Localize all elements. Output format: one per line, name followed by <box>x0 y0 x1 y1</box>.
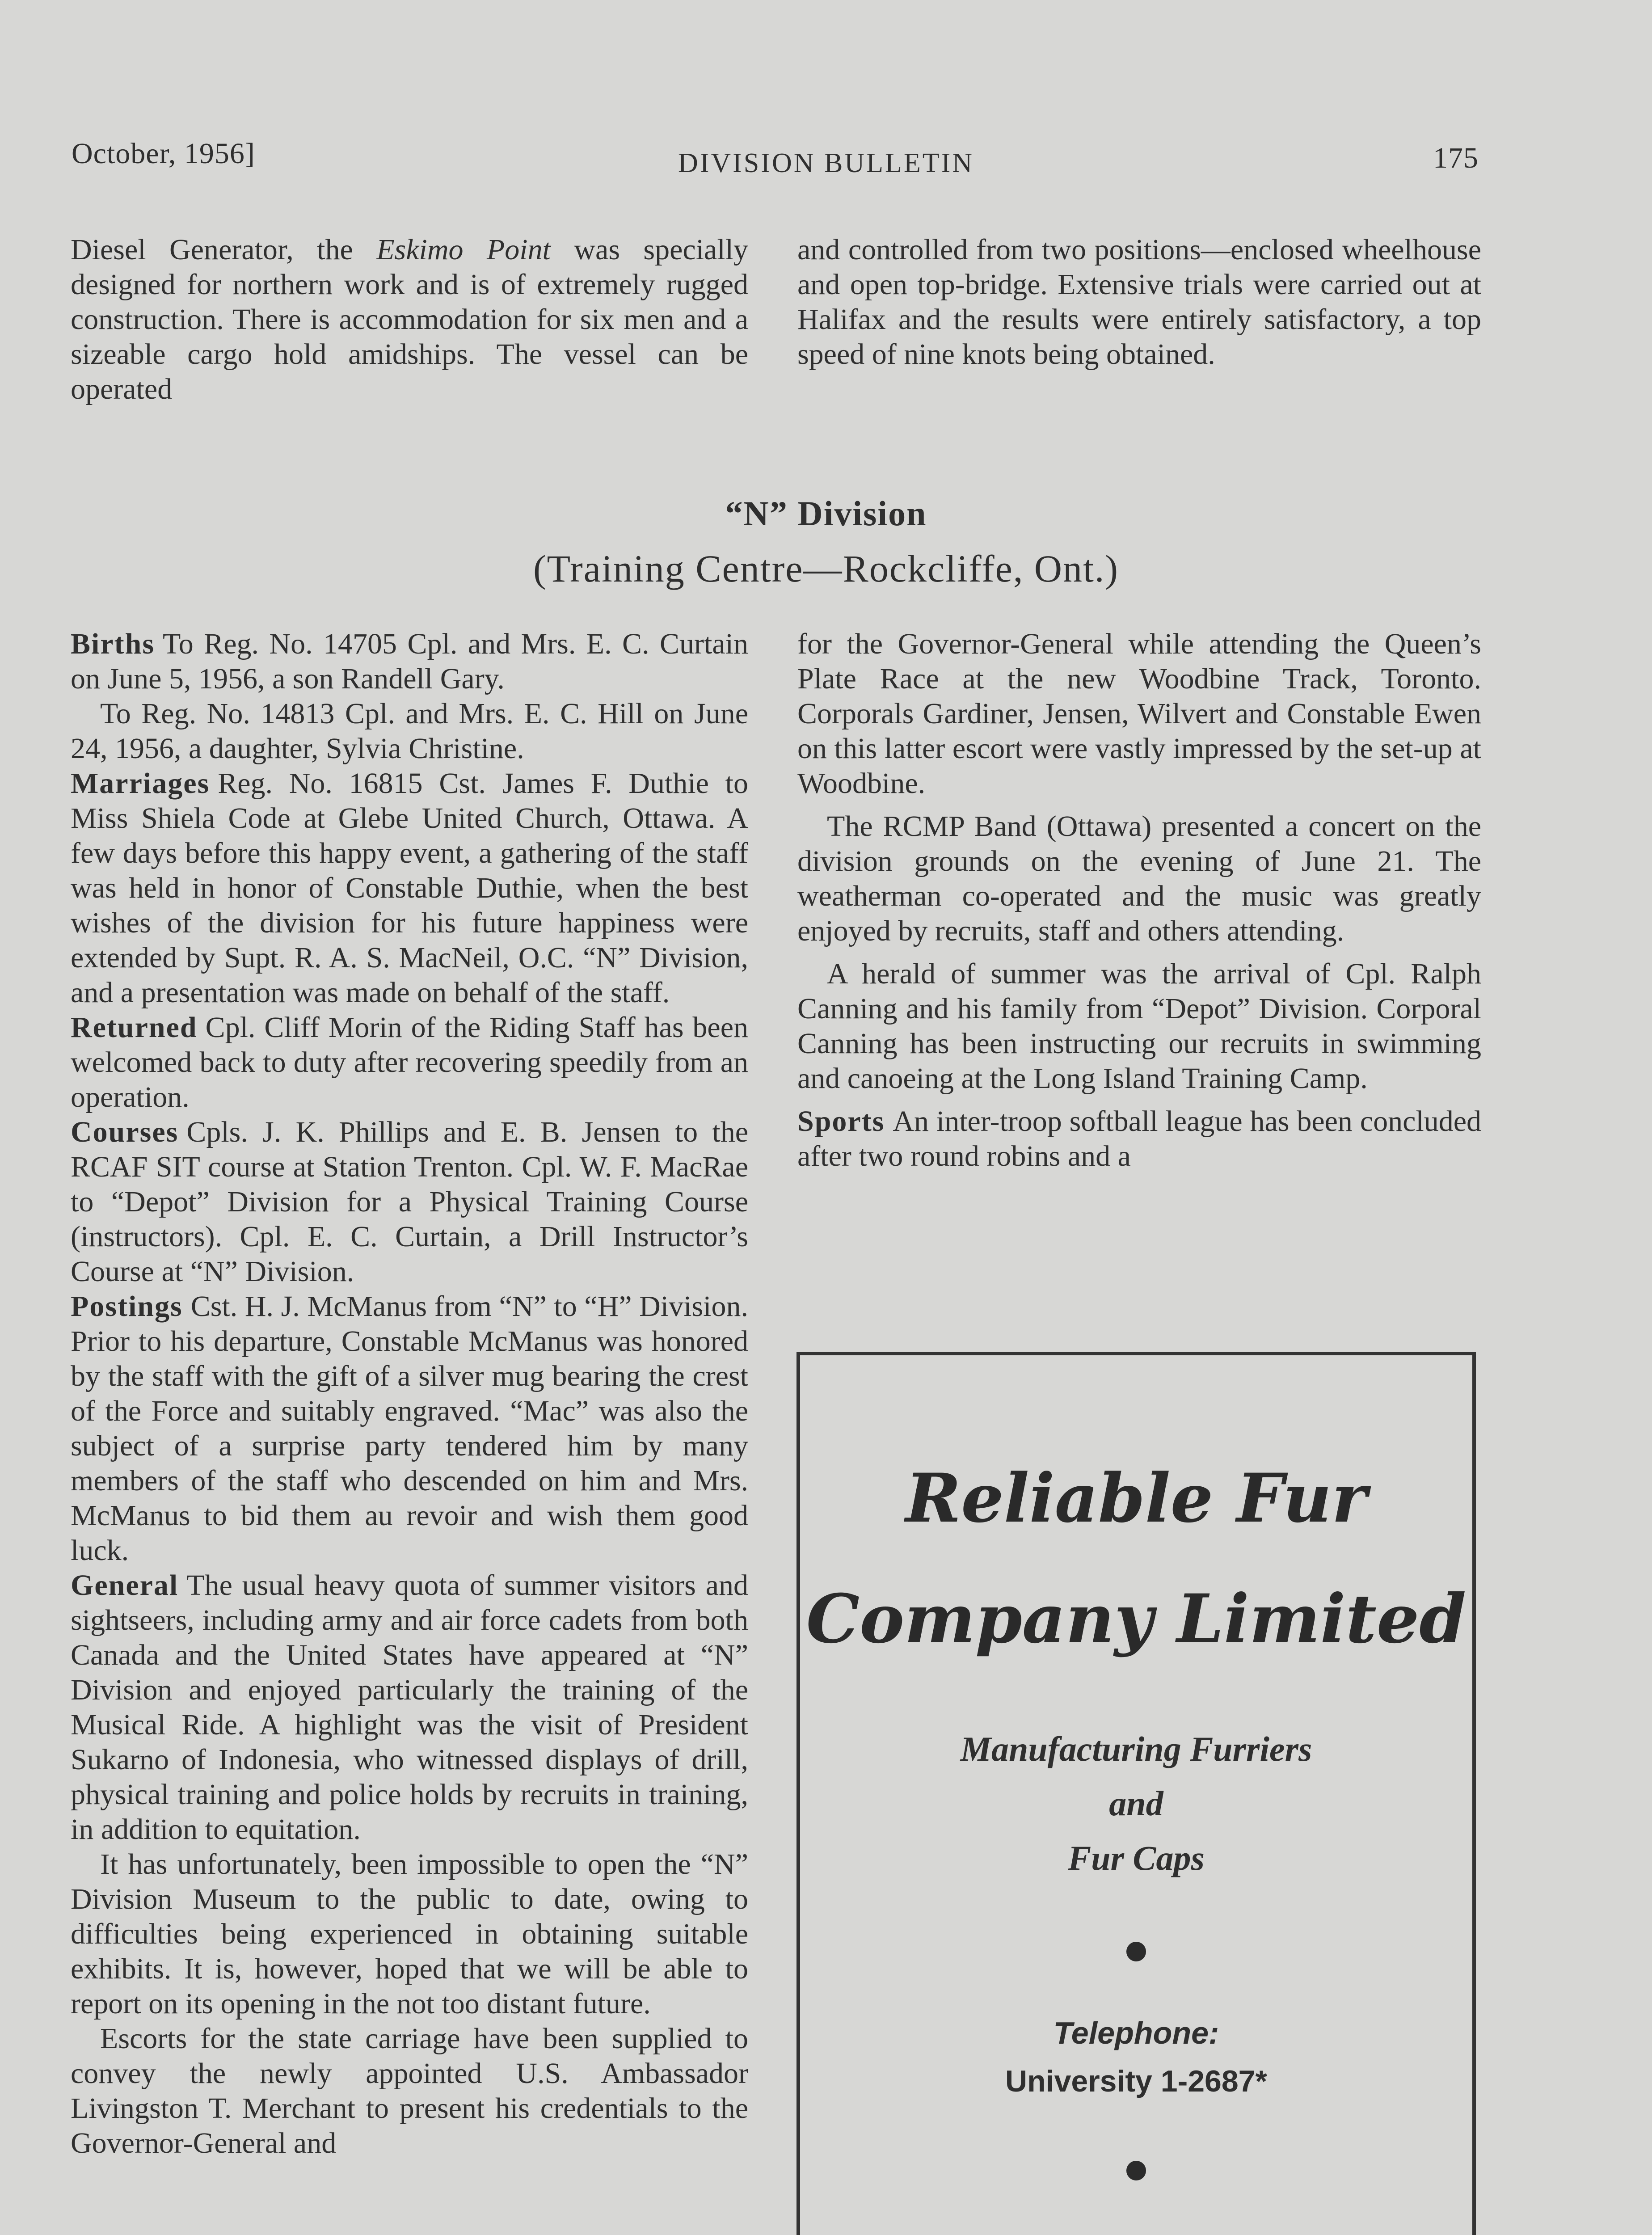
intro-left-text: Diesel Generator, the Eskimo Point was specially designed for northern work and is of extremely rugged construction. There is accommodation for six men and a sizeable cargo hold amidships. The vessel can be operated <box>71 233 749 405</box>
bullet-dot-icon <box>1126 1942 1146 1961</box>
ad-phone-label: Telephone: <box>1053 2016 1219 2050</box>
museum-paragraph: It has unfortunately, been impossible to open the “N” Division Museum to the public to date, owing to difficulties being experienced in obtaining suitable exhibits. It is, however, hoped that we will be able to report on its opening in the not too distant future. <box>71 1848 748 2020</box>
sports-paragraph: Sports An inter-troop softball league has been concluded after two round robins and a <box>797 1105 1481 1172</box>
births-heading: Births <box>71 628 155 660</box>
bullet-dot-icon <box>1126 2161 1146 2180</box>
right-column <box>797 627 1481 1174</box>
ad-company-name-line1: Reliable Fur <box>905 1459 1367 1538</box>
ad-company-name-line2: Company Limited <box>806 1580 1467 1658</box>
ad-phone-number: University 1-2687* <box>1005 2064 1267 2098</box>
births-paragraph: Births To Reg. No. 14705 Cpl. and Mrs. E. C. Curtain on June 5, 1956, a son Randell Gary. <box>71 628 748 695</box>
left-column <box>71 627 748 2161</box>
intro-right-column <box>797 232 1481 372</box>
band-paragraph: The RCMP Band (Ottawa) presented a concert on the division grounds on the evening of June 21. The weatherman co-operated and the music was greatly enjoyed by recruits, staff and others attending. <box>797 810 1481 947</box>
herald-paragraph: A herald of summer was the arrival of Cpl. Ralph Canning and his family from “Depot” Division. Corporal Canning has been instructing our recruits in swimming and canoeing at the Long Island Training Camp. <box>797 957 1481 1095</box>
returned-paragraph: Returned Cpl. Cliff Morin of the Riding Staff has been welcomed back to duty after recovering speedily from an operation. <box>71 1011 748 1113</box>
page-number: 175 <box>1433 142 1479 174</box>
header-publication: DIVISION BULLETIN <box>678 148 974 178</box>
courses-heading: Courses <box>71 1116 179 1148</box>
escorts-continued: for the Governor-General while attending the Queen’s Plate Race at the new Woodbine Track, Toronto. Corporals Gardiner, Jensen, Wilvert and Constable Ewen on this latter escort were vastly impressed by the set-up at Woodbine. <box>797 628 1481 800</box>
births-paragraph-2: To Reg. No. 14813 Cpl. and Mrs. E. C. Hill on June 24, 1956, a daughter, Sylvia Christine. <box>71 697 748 765</box>
section-subtitle: (Training Centre—Rockcliffe, Ont.) <box>533 547 1119 590</box>
ad-tagline-2: and <box>1109 1784 1163 1823</box>
intro-left-column <box>71 232 748 407</box>
postings-paragraph: Postings Cst. H. J. McManus from “N” to “H” Division. Prior to his departure, Constable McManus was honored by the staff with the gift of a silver mug bearing the crest of the Force and suitably engraved. “Mac” was also the subject of a surprise party tendered him by many members of the staff who descended on him and Mrs. McManus to bid them au revoir and wish them good luck. <box>71 1290 748 1567</box>
general-paragraph: General The usual heavy quota of summer visitors and sightseers, including army and air force cadets from both Canada and the United States have appeared at “N” Division and enjoyed particularly the training of the Musical Ride. A highlight was the visit of President Sukarno of Indonesia, who witnessed displays of drill, physical training and police holds by recruits in training, in addition to equitation. <box>71 1569 748 1846</box>
ad-tagline-3: Fur Caps <box>1068 1839 1205 1877</box>
returned-heading: Returned <box>71 1011 198 1044</box>
vessel-name: Eskimo Point <box>376 233 551 266</box>
escorts-paragraph: Escorts for the state carriage have been supplied to convey the newly appointed U.S. Ambassador Livingston T. Merchant to present his credentials to the Governor-General and <box>71 2022 748 2159</box>
intro-right-text: and controlled from two positions—enclosed wheelhouse and open top-bridge. Extensive trials were carried out at Halifax and the results were entirely satisfactory, a top speed of nine knots being obtained. <box>797 233 1481 371</box>
ad-tagline-1: Manufacturing Furriers <box>960 1729 1312 1768</box>
general-heading: General <box>71 1569 179 1602</box>
courses-paragraph: Courses Cpls. J. K. Phillips and E. B. Jensen to the RCAF SIT course at Station Trenton. Cpl. W. F. MacRae to “Depot” Division for a Physical Training Course (instructors). Cpl. E. C. Curtain, a Drill Instructor’s Course at “N” Division. <box>71 1116 748 1288</box>
sports-heading: Sports <box>797 1105 885 1138</box>
advertisement-box <box>796 1352 1476 2235</box>
marriages-paragraph: Marriages Reg. No. 16815 Cst. James F. Duthie to Miss Shiela Code at Glebe United Church, Ottawa. A few days before this happy event, a gathering of the staff was held in honor of Constable Duthie, when the best wishes of the division for his future happiness were extended by Supt. R. A. S. MacNeil, O.C. “N” Division, and a presentation was made on behalf of the staff. <box>71 767 748 1009</box>
postings-heading: Postings <box>71 1290 183 1323</box>
section-title: “N” Division <box>725 494 927 533</box>
marriages-heading: Marriages <box>71 767 210 800</box>
header-date: October, 1956] <box>72 137 255 170</box>
